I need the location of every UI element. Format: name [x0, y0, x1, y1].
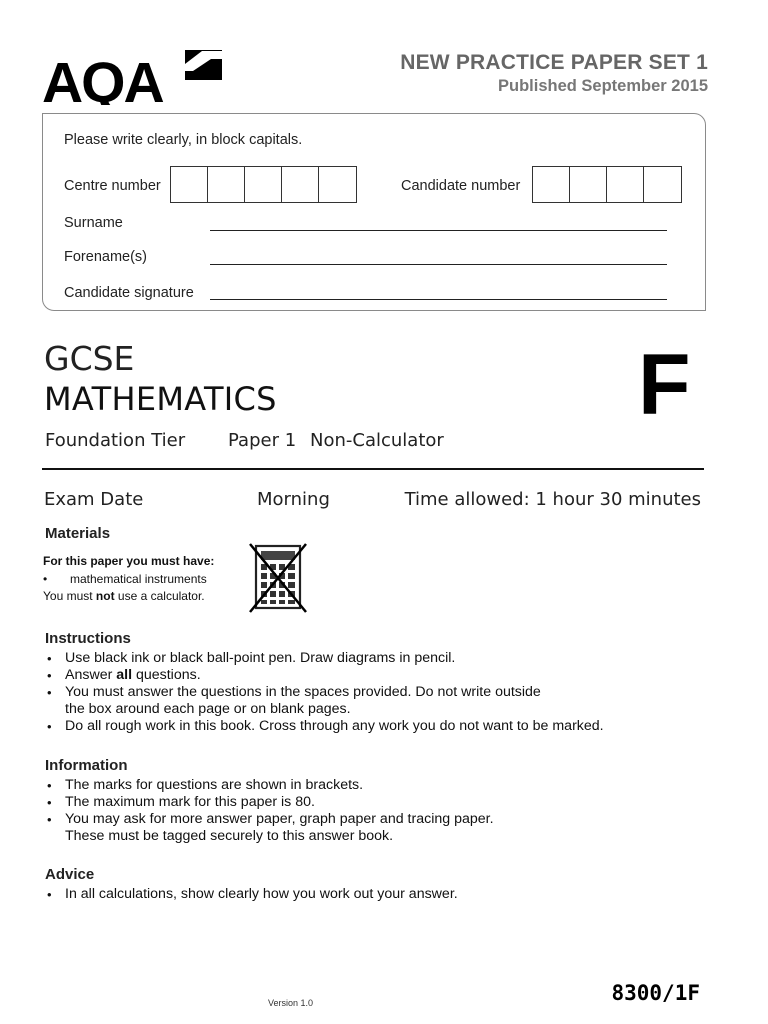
qualification-title: GCSE: [44, 339, 135, 378]
list-item: • Answer all questions.: [45, 667, 685, 684]
materials-item-text: mathematical instruments: [70, 572, 207, 586]
list-item: • Do all rough work in this book. Cross through any work you do not want to be marked.: [45, 718, 685, 735]
digit-box[interactable]: [171, 167, 208, 202]
logo-text: AQA: [42, 51, 163, 105]
aqa-logo: [42, 50, 227, 105]
candidate-number-label: Candidate number: [401, 178, 521, 194]
time-allowed: Time allowed: 1 hour 30 minutes: [404, 489, 701, 510]
practice-set-title: NEW PRACTICE PAPER SET 1: [400, 51, 708, 74]
published-date: Published September 2015: [498, 77, 708, 95]
paper-type: Non-Calculator: [310, 430, 444, 451]
tier-label: Foundation Tier: [45, 430, 186, 451]
signature-label: Candidate signature: [64, 285, 194, 301]
list-item: • The maximum mark for this paper is 80.: [45, 794, 685, 811]
divider-rule: [42, 468, 704, 470]
block-capitals-instruction: Please write clearly, in block capitals.: [64, 132, 303, 148]
surname-line[interactable]: [210, 230, 667, 231]
advice-heading: Advice: [45, 866, 95, 883]
exam-session: Morning: [257, 489, 330, 510]
digit-box[interactable]: [208, 167, 245, 202]
information-list: [45, 777, 685, 845]
forename-line[interactable]: [210, 264, 667, 265]
must-have-text: For this paper you must have:: [43, 554, 215, 568]
digit-box[interactable]: [644, 167, 681, 202]
exam-date-label: Exam Date: [44, 489, 144, 510]
tier-letter: F: [638, 337, 691, 433]
surname-label: Surname: [64, 215, 123, 231]
list-item: • In all calculations, show clearly how you work out your answer.: [45, 886, 685, 903]
digit-box[interactable]: [607, 167, 644, 202]
list-item: • The marks for questions are shown in brackets.: [45, 777, 685, 794]
list-item: • Use black ink or black ball-point pen. Draw diagrams in pencil.: [45, 650, 685, 667]
advice-list: [45, 886, 685, 903]
instructions-list: [45, 650, 685, 735]
list-item: • You may ask for more answer paper, graph paper and tracing paper. These must be tagged securely to this answer book.: [45, 811, 685, 845]
calculator-note: You must not use a calculator.: [43, 589, 205, 603]
instructions-heading: Instructions: [45, 630, 131, 647]
digit-box[interactable]: [282, 167, 319, 202]
digit-box[interactable]: [245, 167, 282, 202]
information-heading: Information: [45, 757, 128, 774]
centre-number-field[interactable]: [170, 166, 357, 203]
signature-line[interactable]: [210, 299, 667, 300]
candidate-number-field[interactable]: [532, 166, 682, 203]
subject-title: MATHEMATICS: [44, 380, 277, 418]
digit-box[interactable]: [533, 167, 570, 202]
paper-number: Paper 1: [228, 430, 297, 451]
forename-label: Forename(s): [64, 249, 147, 265]
no-calculator-icon: [247, 542, 309, 614]
paper-code: 8300/1F: [611, 981, 700, 1005]
materials-list-item: • mathematical instruments: [43, 572, 207, 586]
list-item: • You must answer the questions in the spaces provided. Do not write outside the box around each page or on blank pages.: [45, 684, 685, 718]
centre-number-label: Centre number: [64, 178, 161, 194]
version-label: Version 1.0: [268, 998, 314, 1008]
materials-heading: Materials: [45, 525, 111, 542]
digit-box[interactable]: [319, 167, 356, 202]
digit-box[interactable]: [570, 167, 607, 202]
